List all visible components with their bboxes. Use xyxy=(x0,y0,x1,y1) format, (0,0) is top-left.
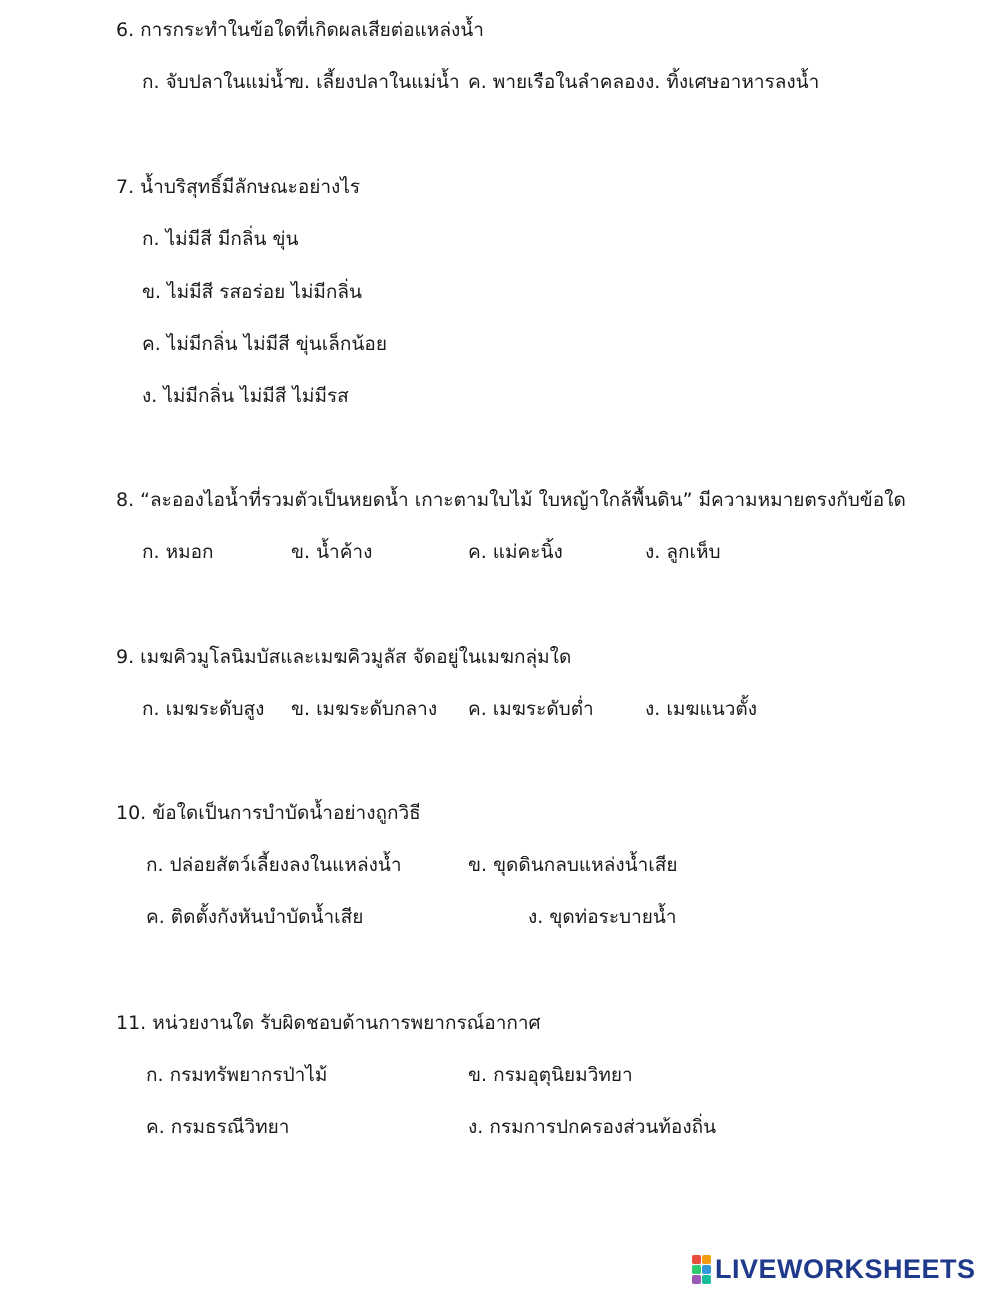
question-6-option-c[interactable]: ค. พายเรือในลำคลอง xyxy=(468,71,645,93)
logo-square-icon xyxy=(692,1275,701,1284)
question-6-option-b[interactable]: ข. เลี้ยงปลาในแม่น้ำ xyxy=(291,71,460,93)
question-7-option-d[interactable]: ง. ไม่มีกลิ่น ไม่มีสี ไม่มีรส xyxy=(142,385,349,407)
question-9-option-b[interactable]: ข. เมฆระดับกลาง xyxy=(291,698,438,720)
question-6: 6. การกระทำในข้อใดที่เกิดผลเสียต่อแหล่งน้ำ xyxy=(116,19,484,41)
question-7-option-c[interactable]: ค. ไม่มีกลิ่น ไม่มีสี ขุ่นเล็กน้อย xyxy=(142,333,387,355)
question-6-option-a[interactable]: ก. จับปลาในแม่น้ำ xyxy=(142,71,294,93)
question-11-option-a[interactable]: ก. กรมทรัพยากรป่าไม้ xyxy=(146,1064,328,1086)
question-8-option-c[interactable]: ค. แม่คะนิ้ง xyxy=(468,541,563,563)
logo-square-icon xyxy=(702,1255,711,1264)
logo-square-icon xyxy=(702,1265,711,1274)
question-9: 9. เมฆคิวมูโลนิมบัสและเมฆคิวมูลัส จัดอยู่ในเมฆกลุ่มใด xyxy=(116,646,572,668)
question-11-option-c[interactable]: ค. กรมธรณีวิทยา xyxy=(146,1116,290,1138)
logo-text: LIVEWORKSHEETS xyxy=(715,1254,976,1284)
question-11-option-b[interactable]: ข. กรมอุตุนิยมวิทยา xyxy=(468,1064,633,1086)
question-8: 8. “ละอองไอน้ำที่รวมตัวเป็นหยดน้ำ เกาะตามใบไม้ ใบหญ้าใกล้พื้นดิน” มีความหมายตรงกับข้อใด xyxy=(116,489,906,511)
logo-square-icon xyxy=(702,1275,711,1284)
question-10: 10. ข้อใดเป็นการบำบัดน้ำอย่างถูกวิธี xyxy=(116,802,421,824)
question-10-option-a[interactable]: ก. ปล่อยสัตว์เลี้ยงลงในแหล่งน้ำ xyxy=(146,854,402,876)
question-9-option-c[interactable]: ค. เมฆระดับต่ำ xyxy=(468,698,594,720)
question-7-option-a[interactable]: ก. ไม่มีสี มีกลิ่น ขุ่น xyxy=(142,228,299,250)
question-6-option-d[interactable]: ง. ทิ้งเศษอาหารลงน้ำ xyxy=(645,71,820,93)
question-8-option-d[interactable]: ง. ลูกเห็บ xyxy=(645,541,721,563)
logo-square-icon xyxy=(692,1265,701,1274)
liveworksheets-logo-icon xyxy=(692,1255,711,1284)
question-8-option-b[interactable]: ข. น้ำค้าง xyxy=(291,541,373,563)
logo-square-icon xyxy=(692,1255,701,1264)
question-11: 11. หน่วยงานใด รับผิดชอบด้านการพยากรณ์อากาศ xyxy=(116,1012,541,1034)
question-10-option-c[interactable]: ค. ติดตั้งกังหันบำบัดน้ำเสีย xyxy=(146,906,364,928)
question-8-option-a[interactable]: ก. หมอก xyxy=(142,541,214,563)
question-7-option-b[interactable]: ข. ไม่มีสี รสอร่อย ไม่มีกลิ่น xyxy=(142,281,363,303)
question-7: 7. น้ำบริสุทธิ์มีลักษณะอย่างไร xyxy=(116,176,361,198)
question-11-option-d[interactable]: ง. กรมการปกครองส่วนท้องถิ่น xyxy=(468,1116,717,1138)
question-10-option-b[interactable]: ข. ขุดดินกลบแหล่งน้ำเสีย xyxy=(468,854,678,876)
question-9-option-a[interactable]: ก. เมฆระดับสูง xyxy=(142,698,265,720)
question-9-option-d[interactable]: ง. เมฆแนวตั้ง xyxy=(645,698,757,720)
question-10-option-d[interactable]: ง. ขุดท่อระบายน้ำ xyxy=(528,906,677,928)
liveworksheets-logo xyxy=(692,1254,976,1284)
